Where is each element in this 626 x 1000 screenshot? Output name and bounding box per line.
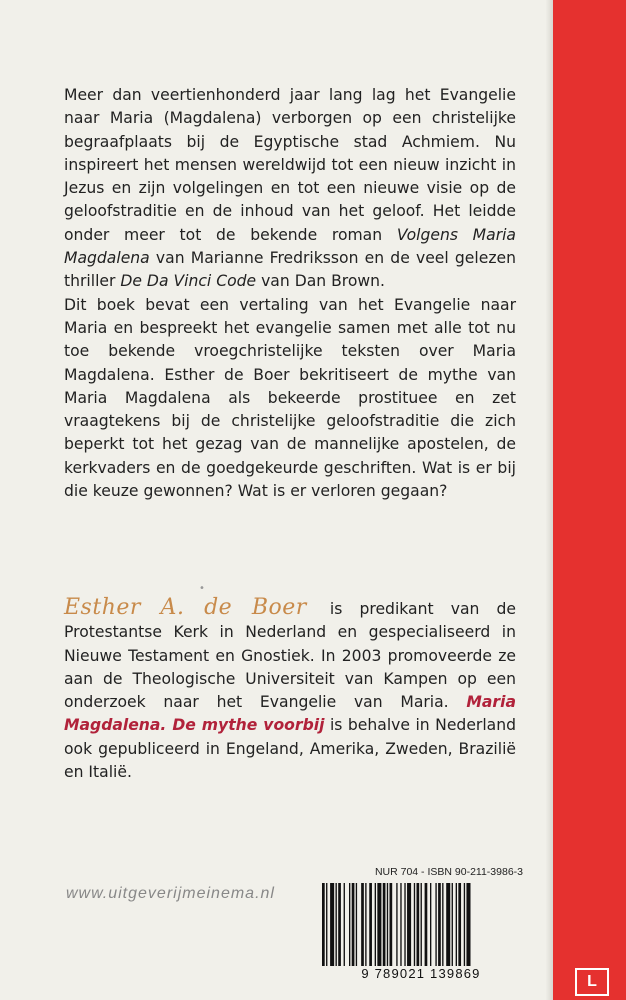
barcode-bar bbox=[387, 883, 388, 966]
barcode-bar bbox=[430, 883, 431, 966]
blurb-paragraph-1: Meer dan veertienhonderd jaar lang lag het Evangelie naar Maria (Magdalena) verborgen op een christelijke begraafplaats bij de Egyptische stad Achmiem. Nu inspireert het mensen wereldwijd tot een nieuw inzicht in Jezus en zijn volgelingen en tot een nieuwe visie op de geloofstraditie en de inhoud van het geloof. Het leidde onder meer tot de bekende roman Volgens Maria Magdalena van Marianne Fredriksson en de veel gelezen thriller De Da Vinci Code van Dan Brown. bbox=[64, 86, 516, 291]
blurb-paragraph-2: Dit boek bevat een vertaling van het Evangelie naar Maria en bespreekt het evangelie samen met alle tot nu toe bekende vroegchristelijke teksten over Maria Magdalena. Esther de Boer bekritiseert de mythe van Maria Magdalena als bekeerde prostituee en zet vraagtekens bij de christelijke geloofstraditie die zich beperkt tot het gezag van de mannelijke apostelen, de kerkvaders en de goedgekeurde geschriften. Wat is er bij die keuze gewonnen? Wat is er verloren gegaan? bbox=[64, 295, 516, 501]
barcode-bar bbox=[400, 883, 401, 966]
barcode-bar bbox=[361, 883, 364, 966]
author-name: Esther A. de Boer bbox=[64, 595, 307, 620]
barcode-bar bbox=[446, 883, 450, 966]
barcode-bar bbox=[404, 883, 405, 966]
barcode-bar bbox=[326, 883, 327, 966]
barcode-bar bbox=[322, 883, 325, 966]
barcode-bar bbox=[369, 883, 372, 966]
isbn-line: NUR 704 - ISBN 90-211-3986-3 bbox=[374, 866, 523, 878]
barcode-bar bbox=[421, 883, 422, 966]
barcode-bar bbox=[349, 883, 350, 966]
barcode-bar bbox=[338, 883, 341, 966]
publisher-website: www.uitgeverijmeinema.nl bbox=[66, 885, 275, 902]
barcode-bar bbox=[466, 883, 470, 966]
barcode-bar bbox=[417, 883, 420, 966]
barcode-bar bbox=[356, 883, 357, 966]
publisher-logo bbox=[575, 968, 609, 996]
barcode-bar bbox=[452, 883, 453, 966]
ornament-mark: • bbox=[199, 583, 205, 594]
barcode-bar bbox=[435, 883, 436, 966]
book-title: Maria Magdalena. De mythe voorbij bbox=[64, 693, 516, 735]
barcode-bar bbox=[344, 883, 345, 966]
barcode-bar bbox=[464, 883, 465, 966]
barcode-bar bbox=[438, 883, 441, 966]
barcode-bar bbox=[375, 883, 376, 966]
barcode bbox=[316, 883, 526, 966]
barcode-bar bbox=[377, 883, 381, 966]
barcode-bar bbox=[396, 883, 397, 966]
barcode-bar bbox=[330, 883, 334, 966]
barcode-bar bbox=[390, 883, 393, 966]
logo-letter: L bbox=[587, 973, 597, 990]
blurb-text bbox=[64, 84, 516, 503]
barcode-digits: 9 789021 139869 bbox=[361, 966, 481, 981]
barcode-bar bbox=[425, 883, 428, 966]
spine-edge bbox=[546, 0, 553, 1000]
barcode-bar bbox=[365, 883, 366, 966]
barcode-bar bbox=[352, 883, 355, 966]
barcode-bar bbox=[442, 883, 443, 966]
barcode-bar bbox=[414, 883, 415, 966]
red-spine bbox=[553, 0, 626, 1000]
barcode-bar bbox=[458, 883, 461, 966]
author-bio: Esther A. de Boer is predikant van de Protestantse Kerk in Nederland en gespecialiseerd in Nieuwe Testament en Gnostiek. In 2003 promoveerde ze aan de Theologische Universiteit van Kampen op een onderzoek naar het Evangelie van Maria. Maria Magdalena. De mythe voorbij is behalve in Nederland ook gepubliceerd in Engeland, Amerika, Zweden, Brazilië en Italië. bbox=[64, 595, 517, 782]
barcode-bar bbox=[336, 883, 337, 966]
barcode-bar bbox=[456, 883, 457, 966]
thriller-title: De Da Vinci Code bbox=[120, 272, 257, 291]
barcode-bar bbox=[383, 883, 386, 966]
barcode-bar bbox=[407, 883, 411, 966]
novel-title: Volgens Maria Magdalena bbox=[64, 225, 516, 268]
